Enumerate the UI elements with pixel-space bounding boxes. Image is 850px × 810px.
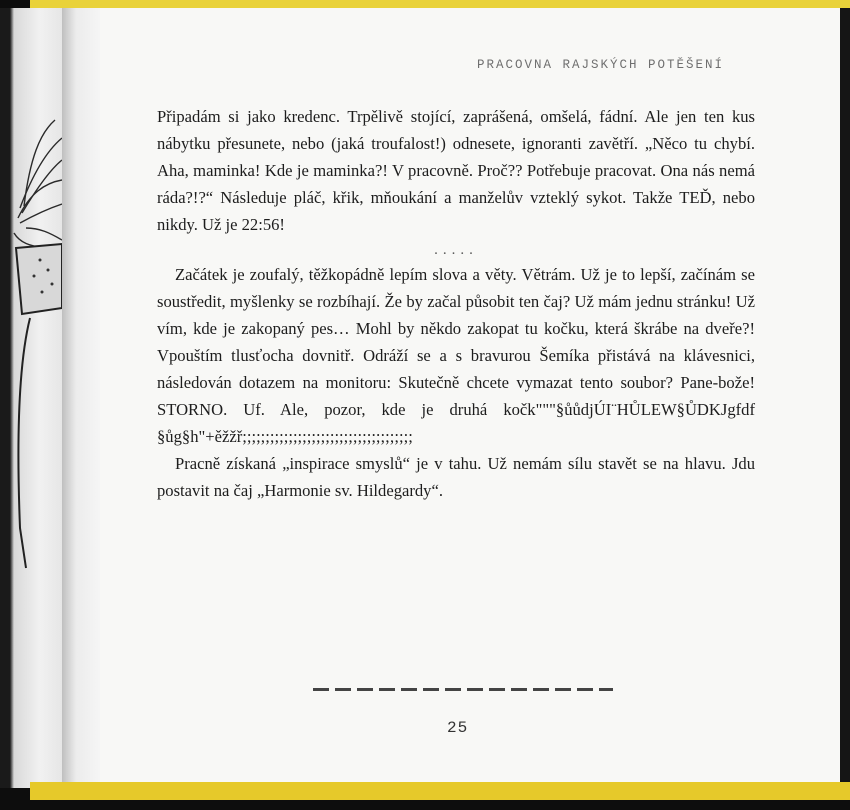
paragraph: Připadám si jako kredenc. Trpělivě stojící, zaprášená, omšelá, fádní. Ale jen ten kus nábytku přesunete, nebo (jaká troufalost!) odnesete, ignoranti zavětří. „Něco tu chybí. Aha, maminka! Kde je maminka?! V pracovně. Proč?? Potřebuje pracovat. Ona nás nemá ráda?!?“ Následuje pláč, křik, mňoukání a manželův vzteklý sykot. Takže TEĎ, nebo nikdy. Už je 22:56! xyxy=(157,107,755,234)
right-edge xyxy=(840,8,850,784)
body-text xyxy=(157,103,755,504)
cover-edge-bottom xyxy=(30,782,850,800)
cover-edge-top xyxy=(30,0,850,8)
left-page-edge xyxy=(0,8,62,788)
page-number: 25 xyxy=(447,719,469,737)
paragraph: Pracně získaná „inspirace smyslů“ je v tahu. Už nemám sílu stavět se na hlavu. Jdu postavit na čaj „Harmonie sv. Hildegardy“. xyxy=(157,454,755,500)
footer-decorative-rule xyxy=(313,688,613,691)
book-gutter xyxy=(62,8,102,788)
section-separator: ..... xyxy=(434,242,478,258)
running-head: PRACOVNA RAJSKÝCH POTĚŠENÍ xyxy=(477,58,725,72)
plant-illustration xyxy=(0,8,62,788)
paragraph: Začátek je zoufalý, těžkopádně lepím slova a věty. Větrám. Už je to lepší, začínám se soustředit, myšlenky se rozbíhají. Že by začal působit ten čaj? Už mám jednu stránku! Už vím, kde je zakopaný pes… Mohl by někdo zakopat tu kočku, která škrábe na dveře?! Vpouštím tlusťocha dovnitř. Odráží se a s bravurou Šemíka přistává na klávesnici, následován dotazem na monitoru: Skutečně chcete vymazat tento soubor? Pane-bože! STORNO. Uf. Ale, pozor, kde je druhá kočk"""§ůůdjÚI¨HŮLEW§ŮDKJgfdf §ůg§h"+ěžžř;;;;;;;;;;;;;;;;;;;;;;;;;;;;;;;;;;;;; xyxy=(157,265,755,446)
